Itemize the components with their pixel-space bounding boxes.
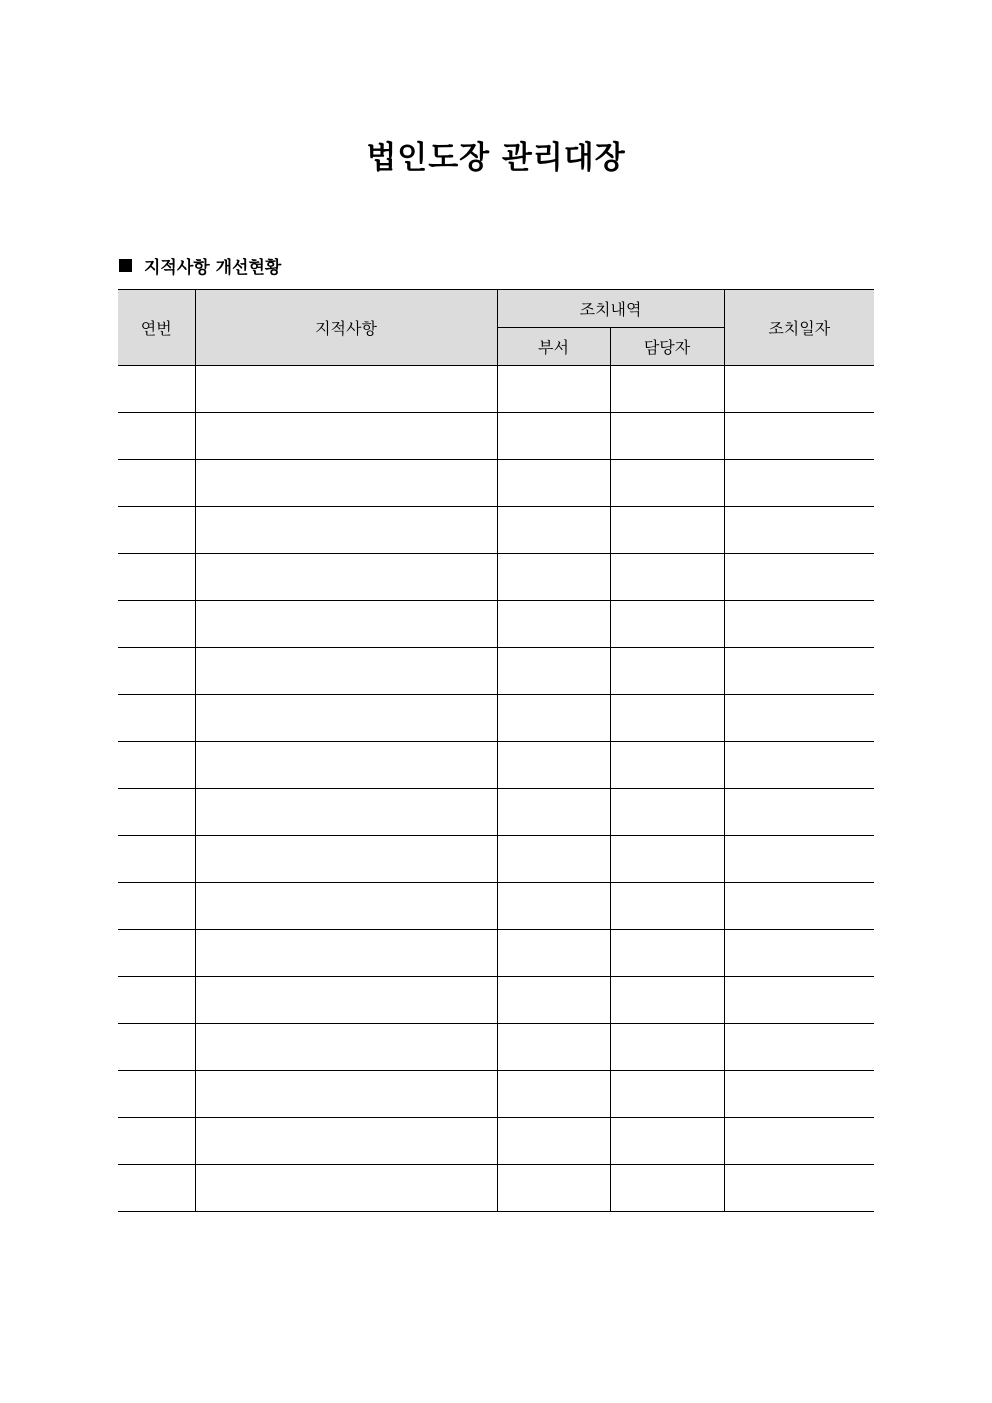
cell-dept[interactable]: [497, 507, 610, 554]
cell-no[interactable]: [118, 507, 195, 554]
cell-no[interactable]: [118, 1071, 195, 1118]
table-row: [118, 789, 874, 836]
table-row: [118, 554, 874, 601]
cell-finding[interactable]: [195, 1071, 497, 1118]
cell-finding[interactable]: [195, 554, 497, 601]
cell-action-date[interactable]: [724, 648, 874, 695]
cell-no[interactable]: [118, 554, 195, 601]
cell-dept[interactable]: [497, 1024, 610, 1071]
cell-action-date[interactable]: [724, 695, 874, 742]
improvement-status-table: [118, 289, 874, 1212]
cell-finding[interactable]: [195, 413, 497, 460]
cell-person[interactable]: [610, 836, 724, 883]
table-row: [118, 648, 874, 695]
cell-no[interactable]: [118, 1024, 195, 1071]
header-no: 연번: [118, 290, 195, 366]
table-row: [118, 1024, 874, 1071]
table-row: [118, 460, 874, 507]
header-dept: 부서: [497, 328, 610, 366]
cell-no[interactable]: [118, 413, 195, 460]
cell-action-date[interactable]: [724, 460, 874, 507]
cell-no[interactable]: [118, 460, 195, 507]
cell-finding[interactable]: [195, 1118, 497, 1165]
cell-dept[interactable]: [497, 977, 610, 1024]
table-row: [118, 836, 874, 883]
cell-finding[interactable]: [195, 1024, 497, 1071]
table-row: [118, 413, 874, 460]
cell-finding[interactable]: [195, 930, 497, 977]
cell-dept[interactable]: [497, 413, 610, 460]
cell-dept[interactable]: [497, 836, 610, 883]
cell-person[interactable]: [610, 1024, 724, 1071]
header-finding: 지적사항: [195, 290, 497, 366]
table-row: [118, 883, 874, 930]
cell-action-date[interactable]: [724, 554, 874, 601]
cell-finding[interactable]: [195, 507, 497, 554]
table-row: [118, 507, 874, 554]
cell-no[interactable]: [118, 977, 195, 1024]
cell-finding[interactable]: [195, 1165, 497, 1212]
cell-action-date[interactable]: [724, 836, 874, 883]
section-heading: [119, 253, 281, 278]
cell-action-date[interactable]: [724, 1024, 874, 1071]
cell-person[interactable]: [610, 742, 724, 789]
cell-person[interactable]: [610, 977, 724, 1024]
cell-person[interactable]: [610, 1071, 724, 1118]
cell-finding[interactable]: [195, 742, 497, 789]
cell-action-date[interactable]: [724, 930, 874, 977]
table-row: [118, 930, 874, 977]
cell-finding[interactable]: [195, 601, 497, 648]
cell-action-date[interactable]: [724, 883, 874, 930]
table-row: [118, 695, 874, 742]
table-row: [118, 1118, 874, 1165]
table-row: [118, 1165, 874, 1212]
cell-person[interactable]: [610, 930, 724, 977]
cell-person[interactable]: [610, 507, 724, 554]
section-title: 지적사항 개선현황: [144, 258, 282, 278]
cell-action-date[interactable]: [724, 1071, 874, 1118]
header-person: 담당자: [610, 328, 724, 366]
cell-person[interactable]: [610, 1118, 724, 1165]
cell-finding[interactable]: [195, 789, 497, 836]
cell-no[interactable]: [118, 601, 195, 648]
table-row: [118, 366, 874, 413]
header-action-date: 조치일자: [724, 290, 874, 366]
cell-dept[interactable]: [497, 366, 610, 413]
cell-dept[interactable]: [497, 695, 610, 742]
cell-dept[interactable]: [497, 601, 610, 648]
square-bullet-icon: [119, 259, 132, 272]
cell-dept[interactable]: [497, 883, 610, 930]
cell-person[interactable]: [610, 366, 724, 413]
cell-dept[interactable]: [497, 1165, 610, 1212]
cell-dept[interactable]: [497, 930, 610, 977]
cell-person[interactable]: [610, 601, 724, 648]
cell-action-date[interactable]: [724, 413, 874, 460]
cell-dept[interactable]: [497, 1118, 610, 1165]
cell-action-date[interactable]: [724, 977, 874, 1024]
cell-finding[interactable]: [195, 883, 497, 930]
cell-finding[interactable]: [195, 460, 497, 507]
cell-dept[interactable]: [497, 554, 610, 601]
cell-no[interactable]: [118, 648, 195, 695]
header-action-group: 조치내역: [497, 290, 724, 328]
cell-action-date[interactable]: [724, 366, 874, 413]
cell-dept[interactable]: [497, 460, 610, 507]
cell-finding[interactable]: [195, 695, 497, 742]
cell-finding[interactable]: [195, 977, 497, 1024]
cell-no[interactable]: [118, 695, 195, 742]
cell-action-date[interactable]: [724, 1165, 874, 1212]
cell-action-date[interactable]: [724, 507, 874, 554]
cell-person[interactable]: [610, 789, 724, 836]
cell-action-date[interactable]: [724, 742, 874, 789]
cell-person[interactable]: [610, 695, 724, 742]
cell-no[interactable]: [118, 742, 195, 789]
cell-finding[interactable]: [195, 366, 497, 413]
cell-person[interactable]: [610, 883, 724, 930]
table-row: [118, 1071, 874, 1118]
page-title: 법인도장 관리대장: [366, 140, 626, 176]
cell-no[interactable]: [118, 1118, 195, 1165]
cell-finding[interactable]: [195, 836, 497, 883]
cell-no[interactable]: [118, 789, 195, 836]
table-body: [118, 366, 874, 1212]
cell-dept[interactable]: [497, 789, 610, 836]
cell-person[interactable]: [610, 413, 724, 460]
cell-person[interactable]: [610, 1165, 724, 1212]
cell-action-date[interactable]: [724, 1118, 874, 1165]
cell-no[interactable]: [118, 1165, 195, 1212]
cell-action-date[interactable]: [724, 601, 874, 648]
cell-person[interactable]: [610, 554, 724, 601]
cell-finding[interactable]: [195, 648, 497, 695]
table-row: [118, 977, 874, 1024]
table-row: [118, 742, 874, 789]
cell-no[interactable]: [118, 836, 195, 883]
cell-person[interactable]: [610, 648, 724, 695]
cell-no[interactable]: [118, 930, 195, 977]
cell-dept[interactable]: [497, 742, 610, 789]
cell-person[interactable]: [610, 460, 724, 507]
cell-no[interactable]: [118, 366, 195, 413]
cell-dept[interactable]: [497, 1071, 610, 1118]
table-row: [118, 601, 874, 648]
cell-action-date[interactable]: [724, 789, 874, 836]
cell-no[interactable]: [118, 883, 195, 930]
cell-dept[interactable]: [497, 648, 610, 695]
